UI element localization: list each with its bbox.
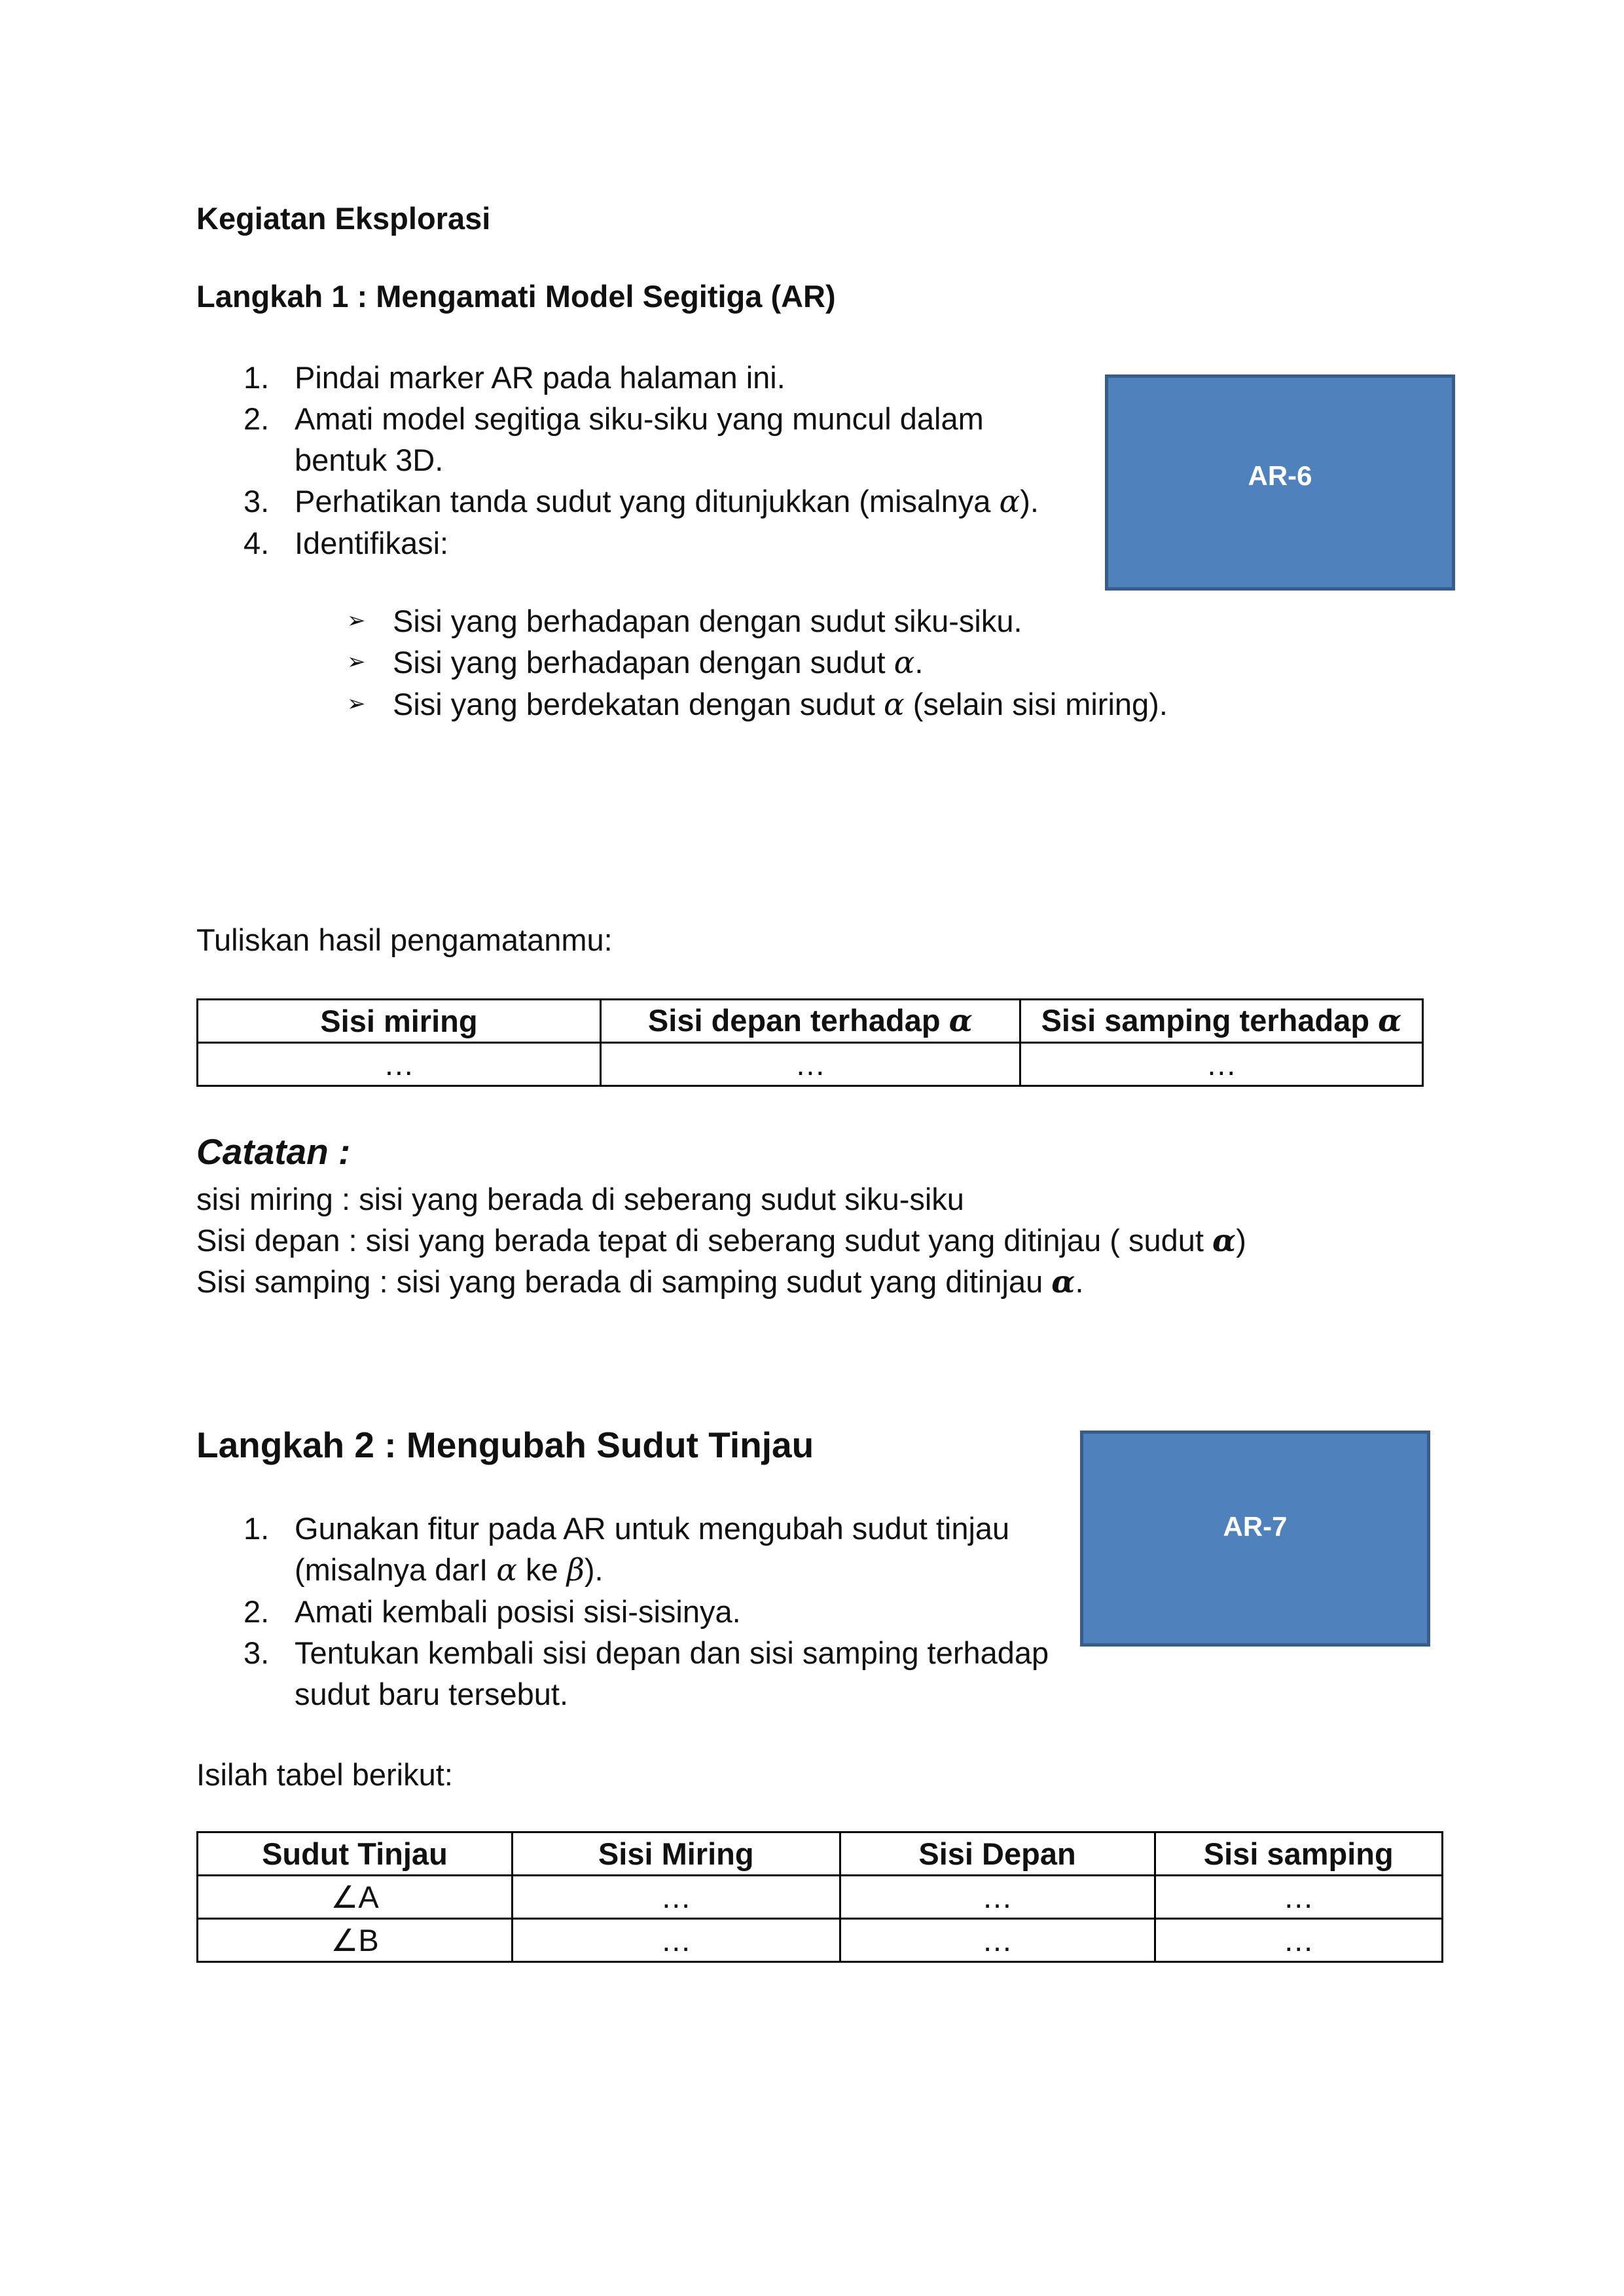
angle-cell: ∠A xyxy=(198,1876,513,1919)
observation-prompt: Tuliskan hasil pengamatanmu: xyxy=(196,922,613,957)
header-sisi-miring: Sisi Miring xyxy=(512,1832,840,1876)
table-cell[interactable]: … xyxy=(840,1876,1155,1919)
note-line-samping: Sisi samping : sisi yang berada di samping sudut yang ditinjau α. xyxy=(196,1264,1084,1300)
header-sisi-samping: Sisi samping xyxy=(1155,1832,1443,1876)
list-item: 1. Pindai marker AR pada halaman ini. xyxy=(244,360,785,395)
list-item: ➢ Sisi yang berhadapan dengan sudut siku-siku. xyxy=(295,600,1473,642)
list-item: 2. Amati kembali posisi sisi-sisinya. xyxy=(244,1594,741,1629)
table-cell[interactable]: … xyxy=(600,1043,1020,1086)
list-item: 3. Tentukan kembali sisi depan dan sisi samping terhadap sudut baru tersebut. xyxy=(244,1635,1049,1711)
header-sudut-tinjau: Sudut Tinjau xyxy=(198,1832,513,1876)
note-line-miring: sisi miring : sisi yang berada di seberang sudut siku-siku xyxy=(196,1182,964,1216)
activity-title: Kegiatan Eksplorasi xyxy=(196,201,491,236)
note-title: Catatan : xyxy=(196,1131,351,1172)
table-header-row xyxy=(198,1832,1443,1876)
table-row xyxy=(198,1043,1423,1086)
arrow-bullet-icon: ➢ xyxy=(347,691,366,716)
observation-table xyxy=(196,998,1424,1087)
table-cell[interactable]: … xyxy=(1155,1919,1443,1962)
table-cell[interactable]: … xyxy=(512,1919,840,1962)
table-cell[interactable]: … xyxy=(840,1919,1155,1962)
header-sisi-samping: Sisi samping terhadap α xyxy=(1020,1000,1422,1043)
arrow-bullet-icon: ➢ xyxy=(347,649,366,674)
header-sisi-depan: Sisi Depan xyxy=(840,1832,1155,1876)
step1-list xyxy=(196,357,1060,564)
arrow-bullet-icon: ➢ xyxy=(347,608,366,633)
list-item: 4. Identifikasi: xyxy=(244,526,449,560)
list-item: 3. Perhatikan tanda sudut yang ditunjukkan (misalnya α). xyxy=(244,484,1039,520)
list-item: 2. Amati model segitiga siku-siku yang muncul dalam bentuk 3D. xyxy=(244,401,984,477)
list-item: ➢ Sisi yang berhadapan dengan sudut α. xyxy=(295,642,1473,683)
alpha-symbol: α xyxy=(999,484,1020,520)
list-item: ➢ Sisi yang berdekatan dengan sudut α (selain sisi miring). xyxy=(295,683,1473,725)
ar-marker-7: AR-7 xyxy=(1080,1430,1430,1647)
table-row xyxy=(198,1919,1443,1962)
table-prompt: Isilah tabel berikut: xyxy=(196,1757,453,1792)
identification-bullets xyxy=(295,600,1473,725)
step1-title: Langkah 1 : Mengamati Model Segitiga (AR) xyxy=(196,279,836,314)
table-cell[interactable]: … xyxy=(1155,1876,1443,1919)
header-sisi-depan: Sisi depan terhadap α xyxy=(600,1000,1020,1043)
step2-title: Langkah 2 : Mengubah Sudut Tinjau xyxy=(196,1425,814,1465)
angle-table xyxy=(196,1831,1443,1963)
header-sisi-miring: Sisi miring xyxy=(198,1000,601,1043)
table-header-row xyxy=(198,1000,1423,1043)
table-cell[interactable]: … xyxy=(1020,1043,1422,1086)
ar-marker-6: AR-6 xyxy=(1105,374,1455,591)
list-item: 1. Gunakan fitur pada AR untuk mengubah sudut tinjau (misalnya darI α ke β). xyxy=(244,1511,1010,1588)
table-cell[interactable]: … xyxy=(198,1043,601,1086)
note-line-depan: Sisi depan : sisi yang berada tepat di seberang sudut yang ditinjau ( sudut α) xyxy=(196,1223,1246,1259)
angle-cell: ∠B xyxy=(198,1919,513,1962)
table-row xyxy=(198,1876,1443,1919)
table-cell[interactable]: … xyxy=(512,1876,840,1919)
step2-list xyxy=(196,1508,1074,1715)
